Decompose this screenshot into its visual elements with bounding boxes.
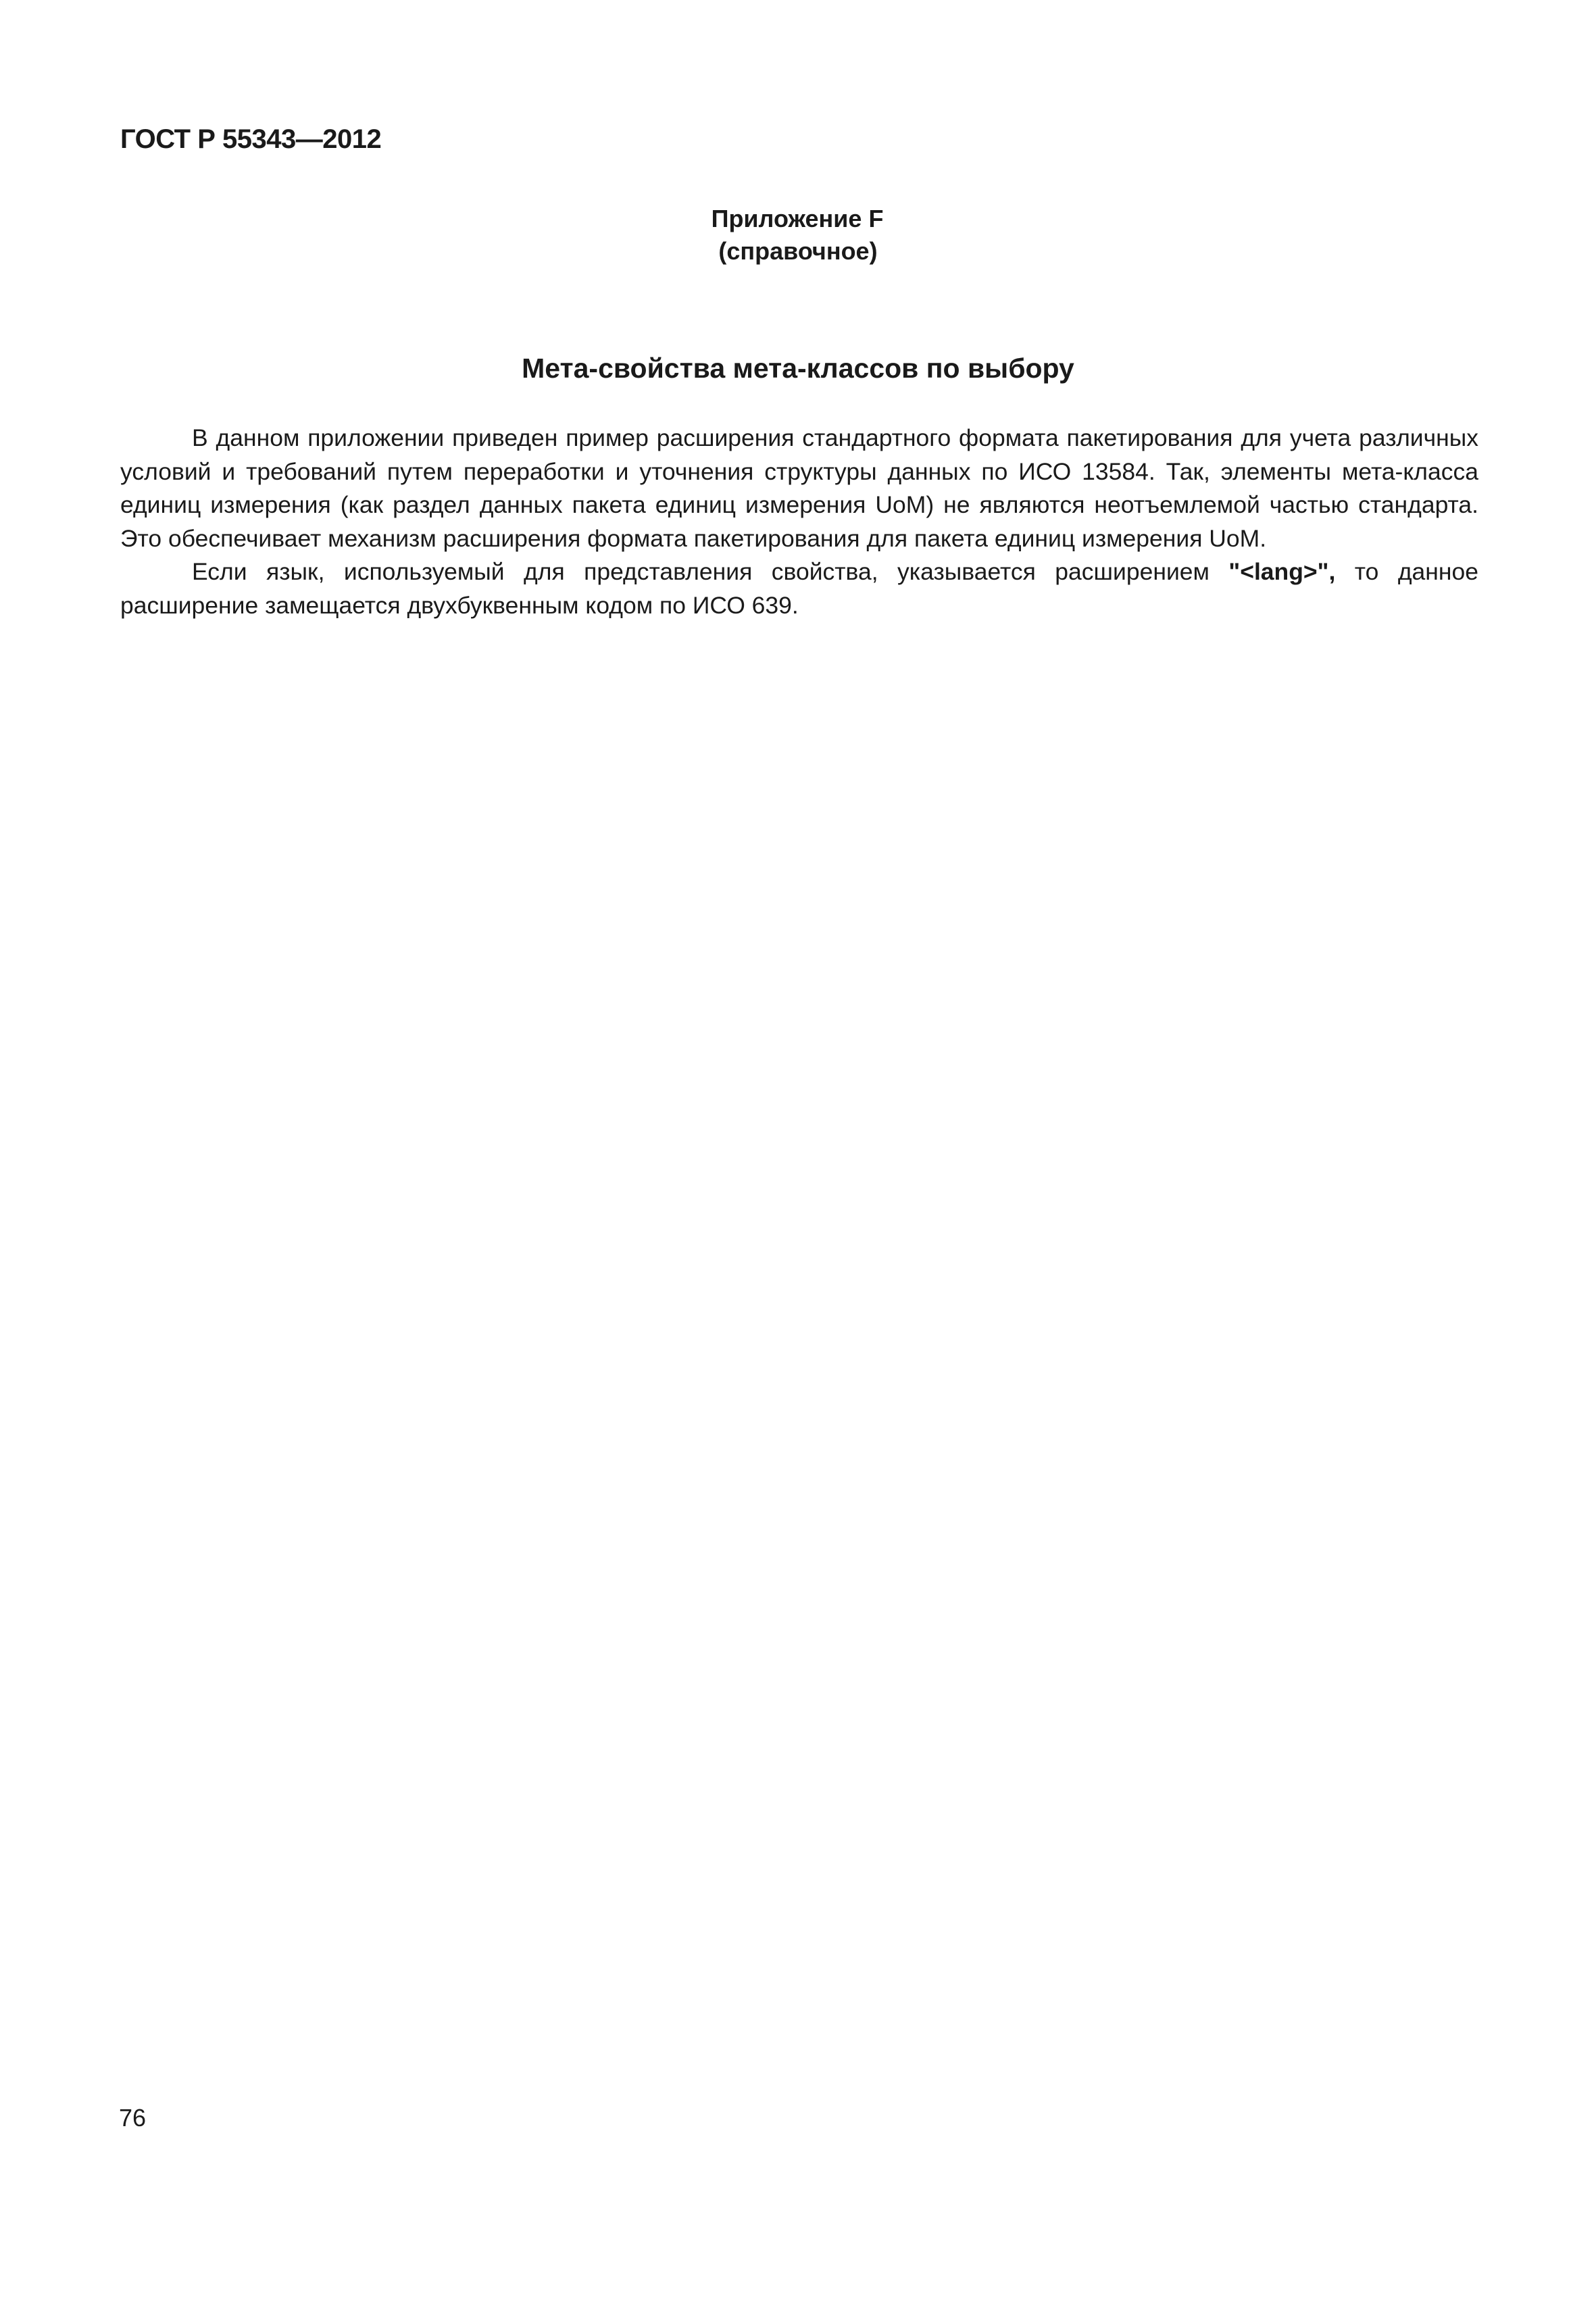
section-title: Мета-свойства мета-классов по выбору [522, 353, 1074, 384]
appendix-title: Приложение F [711, 205, 884, 232]
lang-extension-code: "<lang>", [1228, 558, 1336, 585]
paragraph-1: В данном приложении приведен пример расширения стандартного формата пакетирования для учета различных условий и требований путем переработки и уточнения структуры данных по ИСО 13584. Так, элементы мета-класса единиц измерения (как раздел данных пакета единиц измерения UoM) не являются неотъемлемой частью стандарта. Это обеспечивает механизм расширения формата пакетирования для пакета единиц измерения UoM. [120, 424, 1478, 552]
page-number: 76 [119, 2104, 147, 2132]
paragraph-2 [120, 555, 1478, 622]
section-title-wrap [0, 353, 1596, 384]
paragraph-2-text-after: то данное расширение замещается двухбуквенным кодом по ИСО 639. [120, 558, 1478, 619]
paragraph-2-text-before: Если язык, используемый для представления свойства, указывается расширением [192, 558, 1229, 585]
appendix-status: (справочное) [718, 237, 878, 265]
standard-code-header: ГОСТ Р 55343—2012 [120, 124, 382, 154]
appendix-heading [0, 203, 1596, 268]
body-text [120, 422, 1478, 622]
